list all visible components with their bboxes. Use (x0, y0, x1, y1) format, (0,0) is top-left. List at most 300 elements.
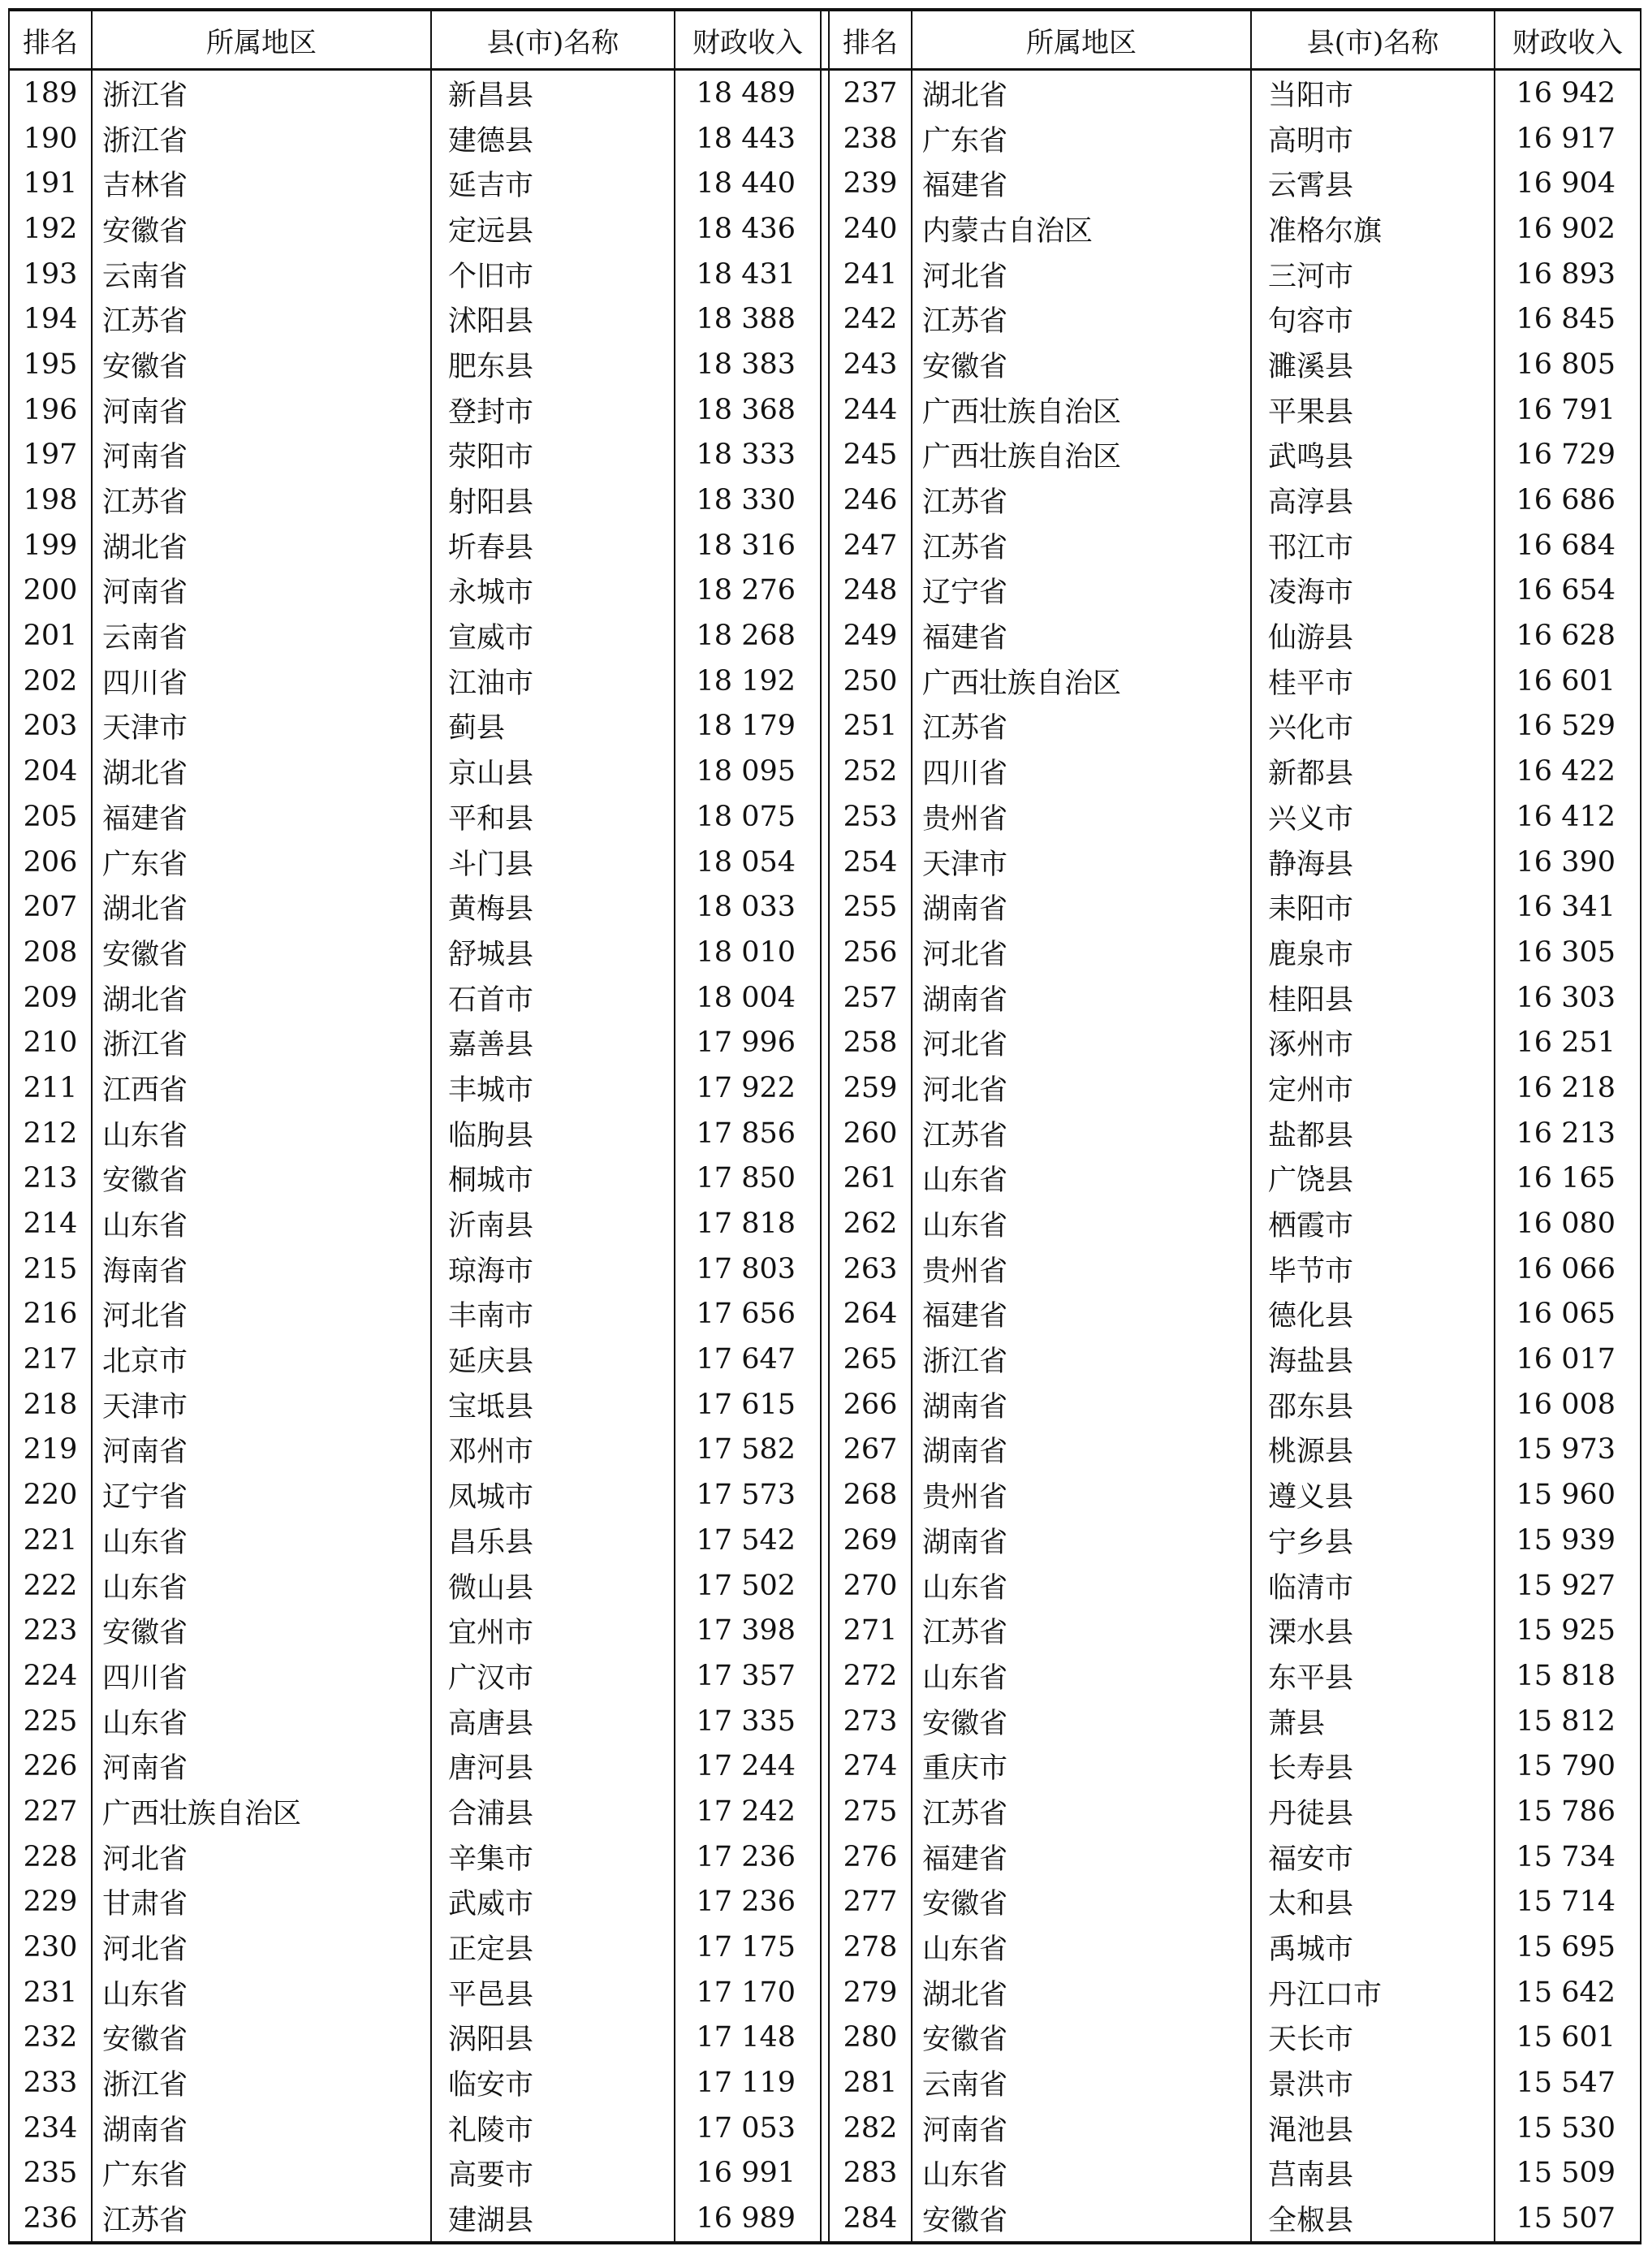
left-revenue-cell: 18 388 (675, 296, 821, 342)
right-rank-cell: 269 (829, 1518, 912, 1563)
column-divider (821, 1789, 829, 1834)
left-revenue-cell: 18 010 (675, 930, 821, 975)
right-rank-cell: 239 (829, 161, 912, 206)
right-region-cell: 湖南省 (912, 1382, 1251, 1428)
table-row (9, 1834, 1641, 1880)
right-revenue-cell: 15 818 (1495, 1653, 1641, 1699)
table-row (9, 1925, 1641, 1970)
right-rank-cell: 275 (829, 1789, 912, 1834)
right-rank-cell: 259 (829, 1065, 912, 1111)
right-region-cell: 贵州省 (912, 1246, 1251, 1292)
right-county-cell: 东平县 (1251, 1653, 1495, 1699)
table-row (9, 840, 1641, 885)
table-row (9, 2106, 1641, 2151)
left-revenue-cell: 18 383 (675, 342, 821, 387)
column-divider (821, 1246, 829, 1292)
header-row (9, 10, 1641, 70)
right-region-cell: 山东省 (912, 1563, 1251, 1609)
left-rank-cell: 220 (9, 1472, 92, 1518)
column-divider (821, 1111, 829, 1156)
left-rank-cell: 227 (9, 1789, 92, 1834)
right-rank-cell: 270 (829, 1563, 912, 1609)
left-county-cell: 荥阳市 (431, 433, 675, 478)
left-rank-cell: 207 (9, 884, 92, 930)
right-county-cell: 毕节市 (1251, 1246, 1495, 1292)
column-divider (821, 840, 829, 885)
right-revenue-cell: 15 734 (1495, 1834, 1641, 1880)
column-divider (821, 1699, 829, 1744)
right-rank-cell: 249 (829, 613, 912, 659)
left-county-cell: 礼陵市 (431, 2106, 675, 2151)
header-revenue-left: 财政收入 (675, 10, 821, 70)
right-region-cell: 山东省 (912, 1156, 1251, 1202)
table-row (9, 2196, 1641, 2243)
left-region-cell: 河北省 (92, 1925, 431, 1970)
right-county-cell: 德化县 (1251, 1292, 1495, 1337)
right-county-cell: 景洪市 (1251, 2060, 1495, 2106)
right-revenue-cell: 16 805 (1495, 342, 1641, 387)
column-divider (821, 387, 829, 433)
left-county-cell: 正定县 (431, 1925, 675, 1970)
right-county-cell: 海盐县 (1251, 1337, 1495, 1382)
left-revenue-cell: 17 615 (675, 1382, 821, 1428)
left-region-cell: 安徽省 (92, 930, 431, 975)
right-county-cell: 广饶县 (1251, 1156, 1495, 1202)
column-divider (821, 704, 829, 750)
left-revenue-cell: 17 573 (675, 1472, 821, 1518)
left-revenue-cell: 16 991 (675, 2151, 821, 2197)
right-county-cell: 武鸣县 (1251, 433, 1495, 478)
left-county-cell: 唐河县 (431, 1743, 675, 1789)
right-rank-cell: 273 (829, 1699, 912, 1744)
left-county-cell: 肥东县 (431, 342, 675, 387)
left-region-cell: 山东省 (92, 1111, 431, 1156)
right-county-cell: 三河市 (1251, 252, 1495, 297)
right-revenue-cell: 16 422 (1495, 749, 1641, 794)
right-region-cell: 山东省 (912, 2151, 1251, 2197)
right-county-cell: 太和县 (1251, 1880, 1495, 1925)
column-divider (821, 2060, 829, 2106)
right-county-cell: 桂阳县 (1251, 975, 1495, 1021)
column-divider (821, 1156, 829, 1202)
left-revenue-cell: 18 268 (675, 613, 821, 659)
left-region-cell: 山东省 (92, 1970, 431, 2015)
column-divider (821, 116, 829, 162)
right-revenue-cell: 15 786 (1495, 1789, 1641, 1834)
right-region-cell: 湖南省 (912, 884, 1251, 930)
right-revenue-cell: 15 925 (1495, 1608, 1641, 1653)
right-county-cell: 盐都县 (1251, 1111, 1495, 1156)
right-revenue-cell: 16 686 (1495, 477, 1641, 523)
right-revenue-cell: 15 509 (1495, 2151, 1641, 2197)
left-region-cell: 江西省 (92, 1065, 431, 1111)
left-rank-cell: 211 (9, 1065, 92, 1111)
left-region-cell: 河北省 (92, 1834, 431, 1880)
right-rank-cell: 264 (829, 1292, 912, 1337)
left-region-cell: 安徽省 (92, 206, 431, 252)
left-region-cell: 江苏省 (92, 477, 431, 523)
left-region-cell: 湖北省 (92, 975, 431, 1021)
right-county-cell: 遵义县 (1251, 1472, 1495, 1518)
right-county-cell: 桃源县 (1251, 1428, 1495, 1473)
left-rank-cell: 198 (9, 477, 92, 523)
right-revenue-cell: 16 628 (1495, 613, 1641, 659)
table-row (9, 116, 1641, 162)
right-revenue-cell: 16 917 (1495, 116, 1641, 162)
right-revenue-cell: 15 939 (1495, 1518, 1641, 1563)
header-region-right: 所属地区 (912, 10, 1251, 70)
left-county-cell: 建德县 (431, 116, 675, 162)
right-revenue-cell: 16 684 (1495, 523, 1641, 568)
left-revenue-cell: 17 542 (675, 1518, 821, 1563)
right-county-cell: 涿州市 (1251, 1020, 1495, 1065)
left-county-cell: 个旧市 (431, 252, 675, 297)
left-rank-cell: 193 (9, 252, 92, 297)
right-revenue-cell: 16 729 (1495, 433, 1641, 478)
left-revenue-cell: 18 489 (675, 70, 821, 116)
right-rank-cell: 266 (829, 1382, 912, 1428)
right-county-cell: 天长市 (1251, 2015, 1495, 2061)
right-rank-cell: 277 (829, 1880, 912, 1925)
column-divider (821, 10, 829, 70)
right-county-cell: 栖霞市 (1251, 1201, 1495, 1246)
left-county-cell: 宜州市 (431, 1608, 675, 1653)
right-region-cell: 安徽省 (912, 1880, 1251, 1925)
right-rank-cell: 274 (829, 1743, 912, 1789)
table-row (9, 1292, 1641, 1337)
left-rank-cell: 225 (9, 1699, 92, 1744)
left-region-cell: 山东省 (92, 1563, 431, 1609)
right-rank-cell: 263 (829, 1246, 912, 1292)
fiscal-revenue-ranking-page (8, 8, 1640, 2244)
left-county-cell: 沂南县 (431, 1201, 675, 1246)
right-revenue-cell: 15 530 (1495, 2106, 1641, 2151)
left-revenue-cell: 18 192 (675, 659, 821, 704)
right-region-cell: 贵州省 (912, 794, 1251, 840)
column-divider (821, 930, 829, 975)
table-row (9, 1608, 1641, 1653)
left-revenue-cell: 17 856 (675, 1111, 821, 1156)
right-rank-cell: 251 (829, 704, 912, 750)
column-divider (821, 794, 829, 840)
left-county-cell: 江油市 (431, 659, 675, 704)
right-county-cell: 莒南县 (1251, 2151, 1495, 2197)
left-region-cell: 湖北省 (92, 523, 431, 568)
left-rank-cell: 229 (9, 1880, 92, 1925)
right-county-cell: 鹿泉市 (1251, 930, 1495, 975)
right-revenue-cell: 16 942 (1495, 70, 1641, 116)
right-rank-cell: 256 (829, 930, 912, 975)
table-row (9, 252, 1641, 297)
left-region-cell: 云南省 (92, 252, 431, 297)
right-county-cell: 全椒县 (1251, 2196, 1495, 2243)
left-region-cell: 安徽省 (92, 1156, 431, 1202)
right-region-cell: 广东省 (912, 116, 1251, 162)
left-revenue-cell: 18 075 (675, 794, 821, 840)
left-revenue-cell: 18 095 (675, 749, 821, 794)
right-revenue-cell: 16 904 (1495, 161, 1641, 206)
left-rank-cell: 204 (9, 749, 92, 794)
left-region-cell: 安徽省 (92, 1608, 431, 1653)
header-county-right: 县(市)名称 (1251, 10, 1495, 70)
right-revenue-cell: 16 017 (1495, 1337, 1641, 1382)
right-rank-cell: 279 (829, 1970, 912, 2015)
left-region-cell: 福建省 (92, 794, 431, 840)
left-revenue-cell: 17 850 (675, 1156, 821, 1202)
right-rank-cell: 252 (829, 749, 912, 794)
left-revenue-cell: 18 443 (675, 116, 821, 162)
right-rank-cell: 262 (829, 1201, 912, 1246)
right-region-cell: 河北省 (912, 1065, 1251, 1111)
right-county-cell: 福安市 (1251, 1834, 1495, 1880)
table-row (9, 387, 1641, 433)
right-revenue-cell: 16 251 (1495, 1020, 1641, 1065)
left-region-cell: 河北省 (92, 1292, 431, 1337)
right-region-cell: 山东省 (912, 1653, 1251, 1699)
column-divider (821, 342, 829, 387)
table-row (9, 1201, 1641, 1246)
right-rank-cell: 276 (829, 1834, 912, 1880)
left-region-cell: 河南省 (92, 433, 431, 478)
left-county-cell: 舒城县 (431, 930, 675, 975)
right-region-cell: 云南省 (912, 2060, 1251, 2106)
column-divider (821, 1382, 829, 1428)
right-revenue-cell: 16 791 (1495, 387, 1641, 433)
right-revenue-cell: 15 812 (1495, 1699, 1641, 1744)
header-revenue-right: 财政收入 (1495, 10, 1641, 70)
right-rank-cell: 255 (829, 884, 912, 930)
right-revenue-cell: 16 008 (1495, 1382, 1641, 1428)
left-county-cell: 丰南市 (431, 1292, 675, 1337)
table-row (9, 749, 1641, 794)
left-rank-cell: 219 (9, 1428, 92, 1473)
right-region-cell: 山东省 (912, 1201, 1251, 1246)
right-county-cell: 邵东县 (1251, 1382, 1495, 1428)
column-divider (821, 884, 829, 930)
left-revenue-cell: 18 276 (675, 568, 821, 614)
left-county-cell: 平邑县 (431, 1970, 675, 2015)
table-row (9, 930, 1641, 975)
right-county-cell: 濉溪县 (1251, 342, 1495, 387)
right-region-cell: 江苏省 (912, 296, 1251, 342)
left-rank-cell: 234 (9, 2106, 92, 2151)
right-region-cell: 湖南省 (912, 1428, 1251, 1473)
right-region-cell: 广西壮族自治区 (912, 659, 1251, 704)
column-divider (821, 1970, 829, 2015)
column-divider (821, 1337, 829, 1382)
right-region-cell: 河北省 (912, 252, 1251, 297)
left-revenue-cell: 17 922 (675, 1065, 821, 1111)
right-county-cell: 静海县 (1251, 840, 1495, 885)
right-rank-cell: 241 (829, 252, 912, 297)
table-row (9, 704, 1641, 750)
right-region-cell: 江苏省 (912, 1111, 1251, 1156)
right-region-cell: 山东省 (912, 1925, 1251, 1970)
left-county-cell: 辛集市 (431, 1834, 675, 1880)
right-revenue-cell: 16 213 (1495, 1111, 1641, 1156)
left-revenue-cell: 17 170 (675, 1970, 821, 2015)
right-county-cell: 丹江口市 (1251, 1970, 1495, 2015)
right-county-cell: 平果县 (1251, 387, 1495, 433)
left-county-cell: 高唐县 (431, 1699, 675, 1744)
left-rank-cell: 215 (9, 1246, 92, 1292)
left-region-cell: 广西壮族自治区 (92, 1789, 431, 1834)
table-row (9, 2151, 1641, 2197)
right-county-cell: 凌海市 (1251, 568, 1495, 614)
fiscal-revenue-table (8, 8, 1642, 2244)
left-region-cell: 广东省 (92, 840, 431, 885)
right-revenue-cell: 15 547 (1495, 2060, 1641, 2106)
left-rank-cell: 206 (9, 840, 92, 885)
column-divider (821, 1065, 829, 1111)
left-revenue-cell: 18 316 (675, 523, 821, 568)
left-county-cell: 京山县 (431, 749, 675, 794)
column-divider (821, 1428, 829, 1473)
left-county-cell: 蓟县 (431, 704, 675, 750)
column-divider (821, 1518, 829, 1563)
right-revenue-cell: 16 390 (1495, 840, 1641, 885)
right-rank-cell: 244 (829, 387, 912, 433)
right-rank-cell: 261 (829, 1156, 912, 1202)
right-rank-cell: 258 (829, 1020, 912, 1065)
right-rank-cell: 245 (829, 433, 912, 478)
right-revenue-cell: 16 529 (1495, 704, 1641, 750)
right-region-cell: 江苏省 (912, 477, 1251, 523)
right-region-cell: 内蒙古自治区 (912, 206, 1251, 252)
left-revenue-cell: 18 054 (675, 840, 821, 885)
left-county-cell: 昌乐县 (431, 1518, 675, 1563)
left-revenue-cell: 17 119 (675, 2060, 821, 2106)
header-region-left: 所属地区 (92, 10, 431, 70)
column-divider (821, 477, 829, 523)
left-county-cell: 圻春县 (431, 523, 675, 568)
left-rank-cell: 190 (9, 116, 92, 162)
left-region-cell: 安徽省 (92, 2015, 431, 2061)
left-county-cell: 永城市 (431, 568, 675, 614)
right-region-cell: 辽宁省 (912, 568, 1251, 614)
left-revenue-cell: 17 647 (675, 1337, 821, 1382)
left-rank-cell: 223 (9, 1608, 92, 1653)
left-county-cell: 高要市 (431, 2151, 675, 2197)
header-county-left: 县(市)名称 (431, 10, 675, 70)
left-rank-cell: 218 (9, 1382, 92, 1428)
left-county-cell: 涡阳县 (431, 2015, 675, 2061)
left-revenue-cell: 18 436 (675, 206, 821, 252)
left-region-cell: 天津市 (92, 1382, 431, 1428)
right-region-cell: 安徽省 (912, 342, 1251, 387)
right-rank-cell: 272 (829, 1653, 912, 1699)
left-revenue-cell: 18 440 (675, 161, 821, 206)
table-row (9, 1337, 1641, 1382)
right-revenue-cell: 16 165 (1495, 1156, 1641, 1202)
right-county-cell: 丹徒县 (1251, 1789, 1495, 1834)
header-rank-right: 排名 (829, 10, 912, 70)
right-revenue-cell: 15 642 (1495, 1970, 1641, 2015)
right-county-cell: 禹城市 (1251, 1925, 1495, 1970)
right-rank-cell: 280 (829, 2015, 912, 2061)
right-revenue-cell: 16 412 (1495, 794, 1641, 840)
right-rank-cell: 278 (829, 1925, 912, 1970)
table-row (9, 1111, 1641, 1156)
left-region-cell: 江苏省 (92, 296, 431, 342)
right-revenue-cell: 15 960 (1495, 1472, 1641, 1518)
left-county-cell: 凤城市 (431, 1472, 675, 1518)
right-rank-cell: 268 (829, 1472, 912, 1518)
left-revenue-cell: 17 502 (675, 1563, 821, 1609)
right-region-cell: 河南省 (912, 2106, 1251, 2151)
left-county-cell: 琼海市 (431, 1246, 675, 1292)
right-region-cell: 重庆市 (912, 1743, 1251, 1789)
left-region-cell: 山东省 (92, 1699, 431, 1744)
right-region-cell: 湖北省 (912, 1970, 1251, 2015)
left-region-cell: 安徽省 (92, 342, 431, 387)
table-row (9, 1970, 1641, 2015)
table-row (9, 1020, 1641, 1065)
right-region-cell: 江苏省 (912, 523, 1251, 568)
left-rank-cell: 221 (9, 1518, 92, 1563)
right-rank-cell: 254 (829, 840, 912, 885)
right-county-cell: 兴化市 (1251, 704, 1495, 750)
left-rank-cell: 197 (9, 433, 92, 478)
left-revenue-cell: 18 368 (675, 387, 821, 433)
right-region-cell: 河北省 (912, 930, 1251, 975)
left-region-cell: 浙江省 (92, 70, 431, 116)
left-region-cell: 吉林省 (92, 161, 431, 206)
table-row (9, 659, 1641, 704)
left-region-cell: 山东省 (92, 1518, 431, 1563)
left-revenue-cell: 17 175 (675, 1925, 821, 1970)
table-row (9, 161, 1641, 206)
table-row (9, 2015, 1641, 2061)
right-region-cell: 江苏省 (912, 1789, 1251, 1834)
column-divider (821, 433, 829, 478)
left-county-cell: 建湖县 (431, 2196, 675, 2243)
left-revenue-cell: 18 179 (675, 704, 821, 750)
left-region-cell: 云南省 (92, 613, 431, 659)
left-county-cell: 新昌县 (431, 70, 675, 116)
left-region-cell: 海南省 (92, 1246, 431, 1292)
right-rank-cell: 243 (829, 342, 912, 387)
left-region-cell: 河南省 (92, 568, 431, 614)
left-revenue-cell: 18 004 (675, 975, 821, 1021)
left-rank-cell: 203 (9, 704, 92, 750)
left-region-cell: 辽宁省 (92, 1472, 431, 1518)
left-rank-cell: 228 (9, 1834, 92, 1880)
column-divider (821, 1925, 829, 1970)
right-revenue-cell: 16 893 (1495, 252, 1641, 297)
column-divider (821, 206, 829, 252)
left-county-cell: 临安市 (431, 2060, 675, 2106)
right-revenue-cell: 16 902 (1495, 206, 1641, 252)
left-revenue-cell: 18 333 (675, 433, 821, 478)
column-divider (821, 161, 829, 206)
left-rank-cell: 212 (9, 1111, 92, 1156)
column-divider (821, 1880, 829, 1925)
right-revenue-cell: 16 065 (1495, 1292, 1641, 1337)
right-county-cell: 宁乡县 (1251, 1518, 1495, 1563)
left-county-cell: 石首市 (431, 975, 675, 1021)
left-county-cell: 武威市 (431, 1880, 675, 1925)
table-row (9, 1743, 1641, 1789)
column-divider (821, 1743, 829, 1789)
left-revenue-cell: 17 242 (675, 1789, 821, 1834)
column-divider (821, 2151, 829, 2197)
right-revenue-cell: 16 066 (1495, 1246, 1641, 1292)
table-row (9, 342, 1641, 387)
left-rank-cell: 224 (9, 1653, 92, 1699)
right-region-cell: 河北省 (912, 1020, 1251, 1065)
right-region-cell: 广西壮族自治区 (912, 433, 1251, 478)
